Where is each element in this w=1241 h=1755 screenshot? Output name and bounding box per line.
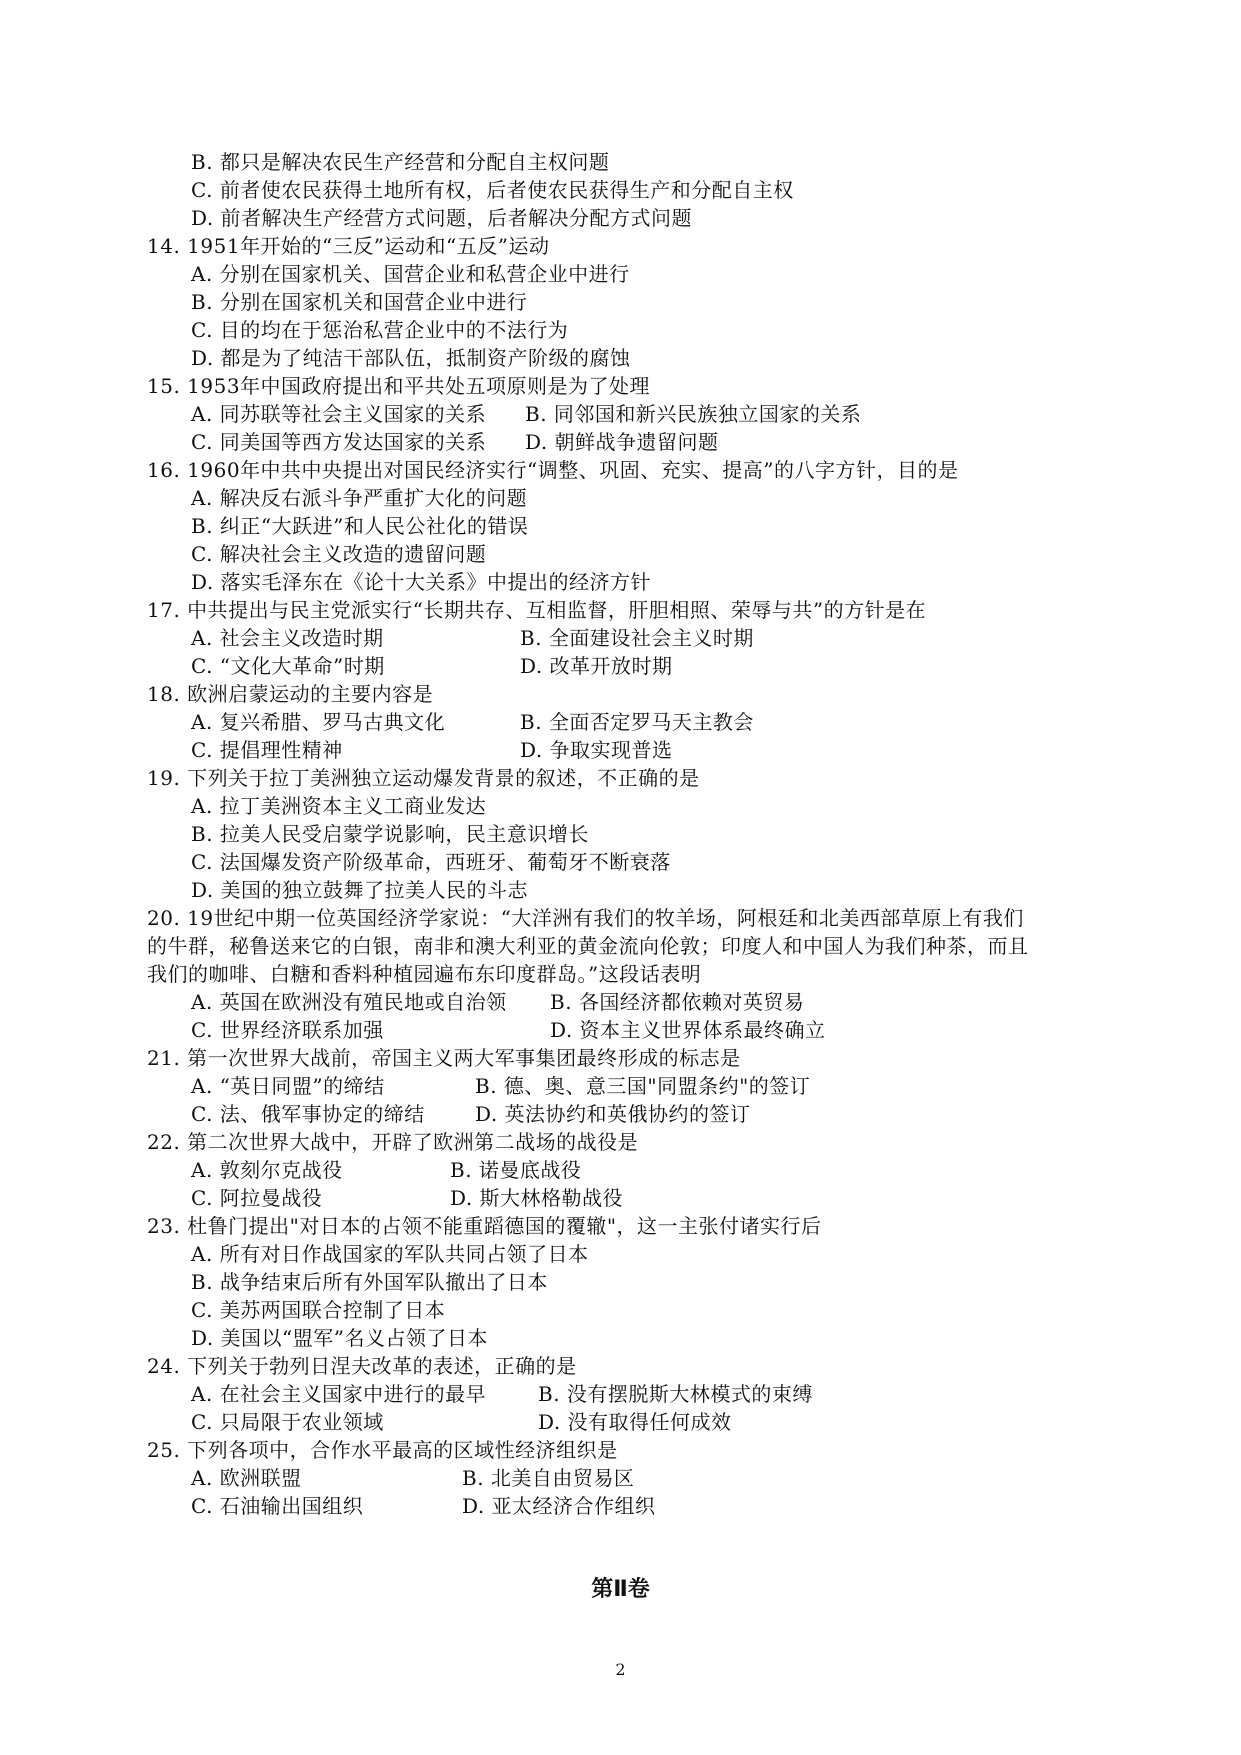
q18-option-d: D. 争取实现普选	[520, 738, 673, 762]
q23-stem: 23. 杜鲁门提出"对日本的占领不能重蹈德国的覆辙"，这一主张付诸实行后	[147, 1214, 822, 1238]
q17-option-b: B. 全面建设社会主义时期	[520, 626, 754, 650]
q17-stem: 17. 中共提出与民主党派实行“长期共存、互相监督，肝胆相照、荣辱与共”的方针是在	[147, 598, 927, 622]
q22-option-b: B. 诺曼底战役	[450, 1158, 582, 1182]
q21-option-c: C. 法、俄军事协定的缔结	[191, 1102, 425, 1126]
q24-option-d: D. 没有取得任何成效	[538, 1410, 732, 1434]
q23-option-d: D. 美国以“盟军”名义占领了日本	[191, 1326, 488, 1350]
q25-option-b: B. 北美自由贸易区	[462, 1466, 635, 1490]
q20-option-c: C. 世界经济联系加强	[191, 1018, 384, 1042]
q14-option-c: C. 目的均在于惩治私营企业中的不法行为	[191, 318, 569, 342]
q20-option-b: B. 各国经济都依赖对英贸易	[550, 990, 805, 1014]
q14-stem: 14. 1951年开始的“三反”运动和“五反”运动	[147, 234, 550, 258]
q15-option-b: B. 同邻国和新兴民族独立国家的关系	[525, 402, 862, 426]
q16-option-d: D. 落实毛泽东在《论十大关系》中提出的经济方针	[191, 570, 652, 594]
q18-option-c: C. 提倡理性精神	[191, 738, 343, 762]
q15-option-d: D. 朝鲜战争遗留问题	[525, 430, 719, 454]
q20-stem-line2: 的牛群，秘鲁送来它的白银，南非和澳大利亚的黄金流向伦敦；印度人和中国人为我们种茶，而且	[147, 934, 1029, 958]
q14-option-d: D. 都是为了纯洁干部队伍，抵制资产阶级的腐蚀	[191, 346, 631, 370]
q20-option-d: D. 资本主义世界体系最终确立	[550, 1018, 826, 1042]
q21-option-d: D. 英法协约和英俄协约的签订	[475, 1102, 751, 1126]
q20-stem-line3: 我们的咖啡、白糖和香料种植园遍布东印度群岛。”这段话表明	[147, 962, 702, 986]
q23-option-a: A. 所有对日作战国家的军队共同占领了日本	[191, 1242, 589, 1266]
q15-stem: 15. 1953年中国政府提出和平共处五项原则是为了处理	[147, 374, 651, 398]
q22-option-a: A. 敦刻尔克战役	[191, 1158, 343, 1182]
q24-option-c: C. 只局限于农业领域	[191, 1410, 384, 1434]
q18-stem: 18. 欧洲启蒙运动的主要内容是	[147, 682, 434, 706]
q18-option-a: A. 复兴希腊、罗马古典文化	[191, 710, 446, 734]
q25-stem: 25. 下列各项中，合作水平最高的区域性经济组织是	[147, 1438, 618, 1462]
q19-option-b: B. 拉美人民受启蒙学说影响，民主意识增长	[191, 822, 589, 846]
q16-option-b: B. 纠正“大跃进”和人民公社化的错误	[191, 514, 529, 538]
q24-option-a: A. 在社会主义国家中进行的最早	[191, 1382, 487, 1406]
q24-option-b: B. 没有摆脱斯大林模式的束缚	[538, 1382, 813, 1406]
q25-option-c: C. 石油输出国组织	[191, 1494, 364, 1518]
q20-option-a: A. 英国在欧洲没有殖民地或自治领	[191, 990, 507, 1014]
q22-option-c: C. 阿拉曼战役	[191, 1186, 323, 1210]
q21-option-a: A. “英日同盟”的缔结	[191, 1074, 385, 1098]
q22-stem: 22. 第二次世界大战中，开辟了欧洲第二战场的战役是	[147, 1130, 639, 1154]
q18-option-b: B. 全面否定罗马天主教会	[520, 710, 754, 734]
q13-option-b: B. 都只是解决农民生产经营和分配自主权问题	[191, 150, 610, 174]
q16-option-c: C. 解决社会主义改造的遗留问题	[191, 542, 487, 566]
q13-option-c: C. 前者使农民获得土地所有权，后者使农民获得生产和分配自主权	[191, 178, 794, 202]
q15-option-c: C. 同美国等西方发达国家的关系	[191, 430, 487, 454]
q20-stem-line1: 20. 19世纪中期一位英国经济学家说：“大洋洲有我们的牧羊场，阿根廷和北美西部草原上有我们	[147, 906, 1024, 930]
q19-option-d: D. 美国的独立鼓舞了拉美人民的斗志	[191, 878, 529, 902]
q14-option-b: B. 分别在国家机关和国营企业中进行	[191, 290, 528, 314]
q25-option-a: A. 欧洲联盟	[191, 1466, 302, 1490]
q14-option-a: A. 分别在国家机关、国营企业和私营企业中进行	[191, 262, 630, 286]
q15-option-a: A. 同苏联等社会主义国家的关系	[191, 402, 487, 426]
q23-option-c: C. 美苏两国联合控制了日本	[191, 1298, 446, 1322]
q19-stem: 19. 下列关于拉丁美洲独立运动爆发背景的叙述，不正确的是	[147, 766, 700, 790]
q21-stem: 21. 第一次世界大战前，帝国主义两大军事集团最终形成的标志是	[147, 1046, 741, 1070]
q22-option-d: D. 斯大林格勒战役	[450, 1186, 624, 1210]
q23-option-b: B. 战争结束后所有外国军队撤出了日本	[191, 1270, 548, 1294]
q21-option-b: B. 德、奥、意三国"同盟条约"的签订	[475, 1074, 811, 1098]
q13-option-d: D. 前者解决生产经营方式问题，后者解决分配方式问题	[191, 206, 693, 230]
q19-option-c: C. 法国爆发资产阶级革命，西班牙、葡萄牙不断衰落	[191, 850, 671, 874]
q16-option-a: A. 解决反右派斗争严重扩大化的问题	[191, 486, 528, 510]
q17-option-c: C. “文化大革命”时期	[191, 654, 385, 678]
q17-option-a: A. 社会主义改造时期	[191, 626, 384, 650]
q25-option-d: D. 亚太经济合作组织	[462, 1494, 656, 1518]
q16-stem: 16. 1960年中共中央提出对国民经济实行“调整、巩固、充实、提高”的八字方针，目的是	[147, 458, 959, 482]
q19-option-a: A. 拉丁美洲资本主义工商业发达	[191, 794, 487, 818]
page-number: 2	[615, 1660, 626, 1679]
q24-stem: 24. 下列关于勃列日涅夫改革的表述，正确的是	[147, 1354, 577, 1378]
q17-option-d: D. 改革开放时期	[520, 654, 673, 678]
section-title: 第Ⅱ卷	[591, 1577, 650, 1602]
